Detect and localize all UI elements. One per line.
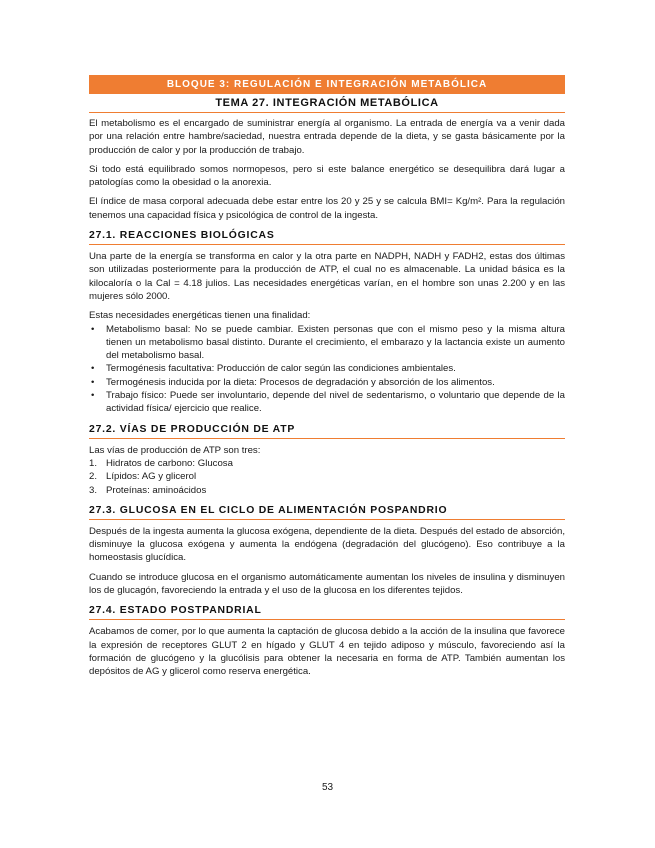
section-heading-27-1: 27.1. REACCIONES BIOLÓGICAS	[89, 230, 565, 245]
list-number: 2.	[89, 471, 98, 483]
section-paragraph: Una parte de la energía se transforma en calor y la otra parte en NADPH, NADH y FADH2, estas dos últimas son utilizadas posteriormente para la producción de ATP, el cual no es almacenable. La unidad básica es la kilocaloría o la Cal = 4.18 julios. Las necesidades energéticas varían, en el hombre son unas 2.200 y en las mujeres sólo 2000.	[89, 251, 565, 302]
list-item	[89, 484, 565, 497]
list-item	[89, 389, 565, 416]
atp-pathways-list	[89, 457, 565, 497]
page-number: 53	[321, 782, 334, 793]
bullet-icon: •	[91, 363, 95, 375]
section-heading-27-2: 27.2. VÍAS DE PRODUCCIÓN DE ATP	[89, 424, 565, 439]
page-content	[89, 75, 565, 679]
list-item	[89, 457, 565, 470]
bullet-icon: •	[91, 376, 95, 388]
intro-paragraph: Si todo está equilibrado somos normopesos, pero si este balance energético se desequilibra dará lugar a patologías como la obesidad o la anorexia.	[89, 163, 565, 189]
list-item	[89, 323, 565, 363]
intro-paragraph: El metabolismo es el encargado de suministrar energía al organismo. La entrada de energía va a venir dada por una relación entre hambre/saciedad, nuestra entrada depende de la dieta, y se gasta básicamente por la producción de calor y por la producción de trabajo.	[89, 118, 565, 156]
list-item-text: Metabolismo basal: No se puede cambiar. Existen personas que con el mismo peso y la misma altura tienen un metabolismo basal distinto. Durante el crecimiento, el embarazo y la lactancia existe un aumento del metabolismo basal.	[106, 323, 565, 362]
section-paragraph: Cuando se introduce glucosa en el organismo automáticamente aumentan los niveles de insulina y disminuyen los de glucagón, favoreciendo la entrada y el uso de la glucosa en los diferentes tejidos.	[89, 571, 565, 597]
section-heading-27-4: 27.4. ESTADO POSTPANDRIAL	[89, 605, 565, 620]
bullet-icon: •	[91, 390, 95, 402]
list-item-text: Lípidos: AG y glicerol	[106, 471, 197, 483]
list-item-text: Termogénesis facultativa: Producción de calor según las condiciones ambientales.	[106, 363, 456, 375]
topic-title: TEMA 27. INTEGRACIÓN METABÓLICA	[89, 94, 565, 113]
section-heading-27-3: 27.3. GLUCOSA EN EL CICLO DE ALIMENTACIÓN POSPANDRIO	[89, 505, 565, 520]
section-paragraph: Las vías de producción de ATP son tres:	[89, 444, 261, 456]
list-item-text: Hidratos de carbono: Glucosa	[106, 457, 233, 469]
block-banner: BLOQUE 3: REGULACIÓN E INTEGRACIÓN METABÓLICA	[89, 75, 565, 94]
section-paragraph: Acabamos de comer, por lo que aumenta la captación de glucosa debido a la acción de la insulina que favorece la expresión de receptores GLUT 2 en hígado y GLUT 4 en tejido adiposo y músculo, favoreciendo así la formación de glucógeno y la glucólisis para obtener la necesaria en forma de ATP. También aumentan los depósitos de AG y glicerol como reserva energética.	[89, 626, 565, 678]
list-item	[89, 362, 565, 375]
list-item-text: Termogénesis inducida por la dieta: Procesos de degradación y absorción de los alimentos.	[106, 376, 495, 388]
intro-paragraph: El índice de masa corporal adecuada debe estar entre los 20 y 25 y se calcula BMI= Kg/m². Para la regulación tenemos una capacidad física y psicológica de control de la ingesta.	[89, 196, 565, 221]
list-item-text: Trabajo físico: Puede ser involuntario, depende del nivel de sedentarismo, o voluntario que depende de la actividad física/ ejercicio que realice.	[106, 390, 565, 415]
list-number: 1.	[89, 457, 98, 469]
list-item	[89, 470, 565, 483]
bullet-icon: •	[91, 323, 95, 335]
section-paragraph: Estas necesidades energéticas tienen una finalidad:	[89, 310, 311, 322]
energy-needs-list	[89, 323, 565, 416]
section-paragraph: Después de la ingesta aumenta la glucosa exógena, dependiente de la dieta. Después del estado de absorción, disminuye la glucosa exógena y aumenta la endógena (degradación del glucógeno). Eso contribuye a la homeostasis glucídica.	[89, 525, 565, 564]
list-number: 3.	[89, 484, 98, 496]
list-item-text: Proteínas: aminoácidos	[106, 484, 207, 496]
list-item	[89, 376, 565, 389]
